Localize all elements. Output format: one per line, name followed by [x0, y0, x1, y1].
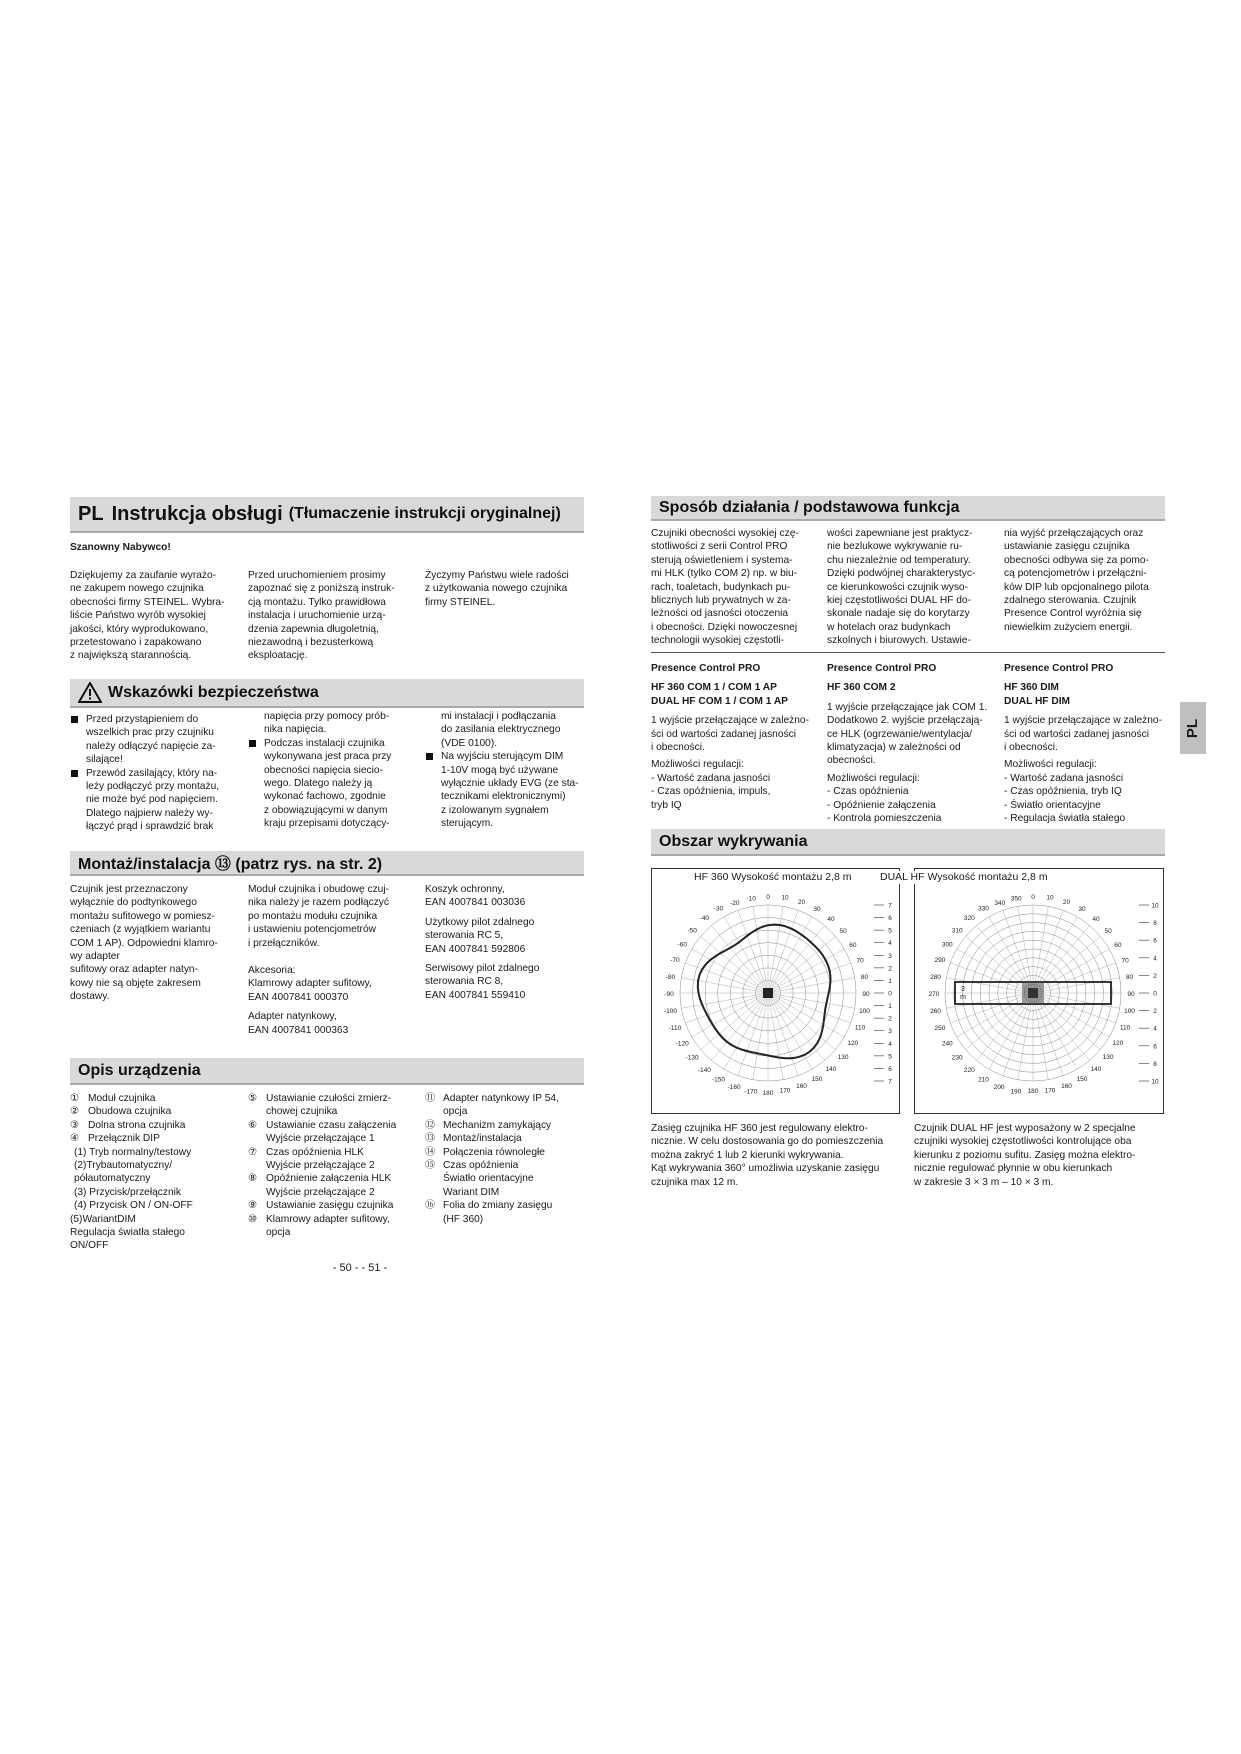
scale-label: 7	[888, 902, 892, 910]
mounting-header	[70, 851, 584, 876]
angle-label: -70	[670, 957, 680, 965]
scale-label: 6	[888, 1065, 892, 1073]
dip-switch-options: (1) Tryb normalny/testowy (2)Trybautomatyczny/ półautomatyczny (3) Przycisk/przełącznik (4) Przycisk ON / ON-OFF	[74, 1146, 193, 1212]
sensor-zone	[1022, 982, 1044, 1004]
list-item: ⑨ Ustawianie zasięgu czujnika	[248, 1200, 394, 1212]
list-item: ⑫ Mechanizm zamykający	[425, 1119, 552, 1131]
safety-bullet: Podczas instalacji czujnika wykonywana jest praca przy obecności napięcia siecio- wego. Dlatego należy ją wykonać fachowo, zgodnie z obowiązującymi w danym kraju przepisami dotyczący-	[248, 737, 418, 831]
product-head: Presence Control PRO	[1004, 663, 1114, 674]
scale-label: 10	[1151, 902, 1159, 910]
scale-label: 7	[888, 1078, 892, 1086]
angle-label: 340	[994, 899, 1006, 907]
angle-label: 110	[1119, 1024, 1131, 1032]
angle-label: 220	[963, 1066, 975, 1074]
scale-label: 5	[888, 1053, 892, 1061]
greeting: Szanowny Nabywco!	[70, 542, 171, 553]
safety-text: napięcia przy pomocy prób- nika napięcia.	[264, 711, 390, 736]
angle-label: -60	[677, 941, 687, 949]
scale-label: 4	[1153, 955, 1157, 963]
angle-label: 200	[993, 1084, 1005, 1092]
list-item: ⑩ Klamrowy adapter sufitowy, opcja	[248, 1213, 390, 1239]
angle-label: 290	[934, 957, 946, 965]
language-tab-label: PL	[1184, 718, 1202, 738]
accessory-adapter: Adapter natynkowy, EAN 4007841 000363	[248, 1011, 349, 1036]
angle-label: 70	[1121, 957, 1129, 965]
description-title: Opis urządzenia	[78, 1061, 201, 1079]
intro-col-3: Życzymy Państwu wiele radości z użytkowania nowego czujnika firmy STEINEL.	[425, 570, 569, 608]
angle-label: 180	[762, 1090, 774, 1097]
scale-label: 2	[1153, 1008, 1157, 1016]
angle-label: -30	[713, 905, 724, 913]
angle-label: -130	[685, 1054, 699, 1062]
angle-label: -20	[730, 899, 740, 907]
angle-label: 30	[813, 906, 821, 914]
scale-label: 1	[888, 1003, 892, 1011]
angle-label: 140	[1090, 1066, 1102, 1074]
angle-label: 50	[1104, 928, 1112, 936]
angle-label: 240	[941, 1040, 953, 1048]
dim-variant: (5)WariantDIM Regulacja światła stałego ON/OFF	[70, 1213, 185, 1252]
sensor-mark	[763, 988, 773, 998]
angle-label: -170	[744, 1088, 758, 1096]
range-title: Obszar wykrywania	[659, 832, 808, 850]
scale-label: 10	[1151, 1078, 1159, 1086]
angle-label: 0	[1031, 894, 1035, 901]
angle-label: 40	[1092, 915, 1100, 923]
list-item: ③ Dolna strona czujnika	[70, 1119, 186, 1131]
scale-label: 2	[888, 1015, 892, 1023]
list-item: ④ Przełącznik DIP	[70, 1133, 160, 1145]
angle-label: 320	[963, 915, 975, 923]
main-title-bar	[70, 497, 584, 533]
angle-label: -10	[746, 895, 756, 903]
product-model: HF 360 COM 1 / COM 1 AP DUAL HF COM 1 / COM 1 AP	[651, 682, 788, 707]
angle-label: 250	[934, 1024, 946, 1032]
page-subtitle: (Tłumaczenie instrukcji oryginalnej)	[288, 505, 561, 522]
angle-label: 180	[1027, 1088, 1039, 1095]
angle-label: 270	[928, 991, 940, 998]
angle-label: 230	[951, 1054, 963, 1062]
angle-label: 190	[1010, 1088, 1022, 1096]
angle-label: 60	[1114, 942, 1122, 949]
function-title: Sposób działania / podstawowa funkcja	[659, 498, 960, 516]
scale-label: 6	[1153, 937, 1157, 945]
angle-label: 80	[1125, 973, 1134, 981]
dualhf-polar-diagram	[915, 869, 1163, 1113]
angle-label: 80	[860, 973, 869, 981]
scale-label: 0	[1153, 990, 1157, 998]
scale-label: 6	[1153, 1043, 1157, 1051]
angle-label: 310	[951, 927, 963, 935]
angle-label: -100	[663, 1008, 678, 1016]
language-code: PL	[78, 502, 104, 525]
angle-label: 280	[930, 973, 941, 981]
description-list-3	[425, 1092, 600, 1226]
function-header	[651, 496, 1165, 521]
list-item: ⑬ Montaż/instalacja	[425, 1133, 522, 1145]
accessory-rc8: Serwisowy pilot zdalnego sterowania RC 8, EAN 4007841 559410	[425, 963, 540, 1001]
accessory-basket: Koszyk ochronny, EAN 4007841 003036	[425, 884, 526, 909]
accessory-rc5: Użytkowy pilot zdalnego sterowania RC 5, EAN 4007841 592806	[425, 916, 535, 955]
scale-label: 4	[888, 1040, 892, 1048]
angle-label: 160	[1061, 1083, 1072, 1091]
angle-label: 350	[1010, 895, 1022, 903]
range-header	[651, 829, 1165, 856]
scale-label: 8	[1153, 1060, 1157, 1068]
list-item: ⑯ Folia do zmiany zasięgu (HF 360)	[425, 1200, 553, 1225]
divider	[651, 652, 1165, 653]
angle-label: 0	[766, 894, 770, 901]
warning-icon	[78, 682, 102, 703]
angle-label: 90	[1127, 991, 1135, 998]
intro-col-1: Dziękujemy za zaufanie wyrażo- ne zakupem nowego czujnika obecności firmy STEINEL. Wybra- liście Państwo wyrób wysokiej jakości, który wyprodukowano, przetestowano i zapakowano z największą starannością.	[70, 570, 225, 662]
angle-label: 50	[839, 928, 847, 936]
list-item: ① Moduł czujnika	[70, 1093, 156, 1104]
list-item: ⑦ Czas opóźnienia HLK Wyjście przełączające 2	[248, 1146, 375, 1172]
safety-text: mi instalacji i podłączania do zasilania elektrycznego (VDE 0100).	[441, 711, 561, 749]
safety-bullet: Przed przystąpieniem do wszelkich prac przy czujniku należy odłączyć napięcie za- silające!	[70, 713, 240, 767]
mounting-col-1: Czujnik jest przeznaczony wyłącznie do podtynkowego montażu sufitowego w pomiesz- czeniach (z wyjątkiem wariantu COM 1 AP). Odpowiedni klamro- wy adapter sufitowy oraz adapter natyn- kowy nie są objęte zakresem dostawy.	[70, 884, 218, 1003]
safety-bullet: Przewód zasilający, który na- leży podłączyć przy montażu, nie może być pod napięciem. Dlatego najpierw należy wy- łączyć prąd i sprawdzić brak	[70, 767, 240, 834]
angle-label: -90	[664, 991, 674, 998]
product-settings: Możliwości regulacji: - Wartość zadana jasności - Czas opóźnienia, tryb IQ - Światło orientacyjne - Regulacja światła stałego	[1004, 759, 1126, 825]
scale-label: 5	[888, 927, 892, 935]
scale-label: 2	[1153, 972, 1157, 980]
accessories: Akcesoria: Klamrowy adapter sufitowy, EAN 4007841 000370	[248, 965, 372, 1003]
hf360-caption: HF 360 Wysokość montażu 2,8 m	[694, 871, 852, 883]
angle-label: 20	[797, 898, 806, 906]
product-settings: Możliwości regulacji: - Wartość zadana jasności - Czas opóźnienia, impuls, tryb IQ	[651, 759, 771, 811]
dualhf-caption: DUAL HF Wysokość montażu 2,8 m	[880, 871, 1048, 883]
angle-label: 110	[854, 1024, 866, 1032]
function-col-2: wości zapewniane jest praktycz- nie bezlukowe wykrywanie ru- chu niezależnie od temperatury. Dzięki podwójnej charakterystyc- ce kierunkowości czujnik wyso- kiej częstotliwości DUAL HF do- skonale nadaje się do korytarzy w hotelach oraz budynkach szkolnych i biurowych. Ustawie-	[827, 528, 976, 647]
angle-label: -40	[699, 915, 710, 923]
angle-label: 160	[796, 1083, 807, 1091]
scale-label: 8	[1153, 920, 1157, 928]
angle-label: 100	[1124, 1008, 1135, 1016]
angle-label: 30	[1078, 906, 1086, 914]
scale-label: 4	[888, 940, 892, 948]
hf360-diagram-box	[651, 868, 900, 1114]
angle-label: -160	[727, 1084, 741, 1092]
scale-label: 2	[888, 965, 892, 973]
angle-label: 120	[1112, 1040, 1124, 1047]
description-header	[70, 1058, 584, 1085]
angle-label: 150	[811, 1075, 823, 1083]
angle-label: 100	[859, 1008, 870, 1016]
list-item: ⑪ Adapter natynkowy IP 54, opcja	[425, 1093, 559, 1118]
intro-col-2: Przed uruchomieniem prosimy zapoznać się z poniższą instruk- cją montażu. Tylko prawidłowa instalacja i uruchomienie urzą- dzenia zapewnia długoletnią, niezawodną i bezusterkową eksploatację.	[248, 570, 395, 662]
angle-label: -140	[697, 1066, 711, 1074]
mounting-col-2-text: Moduł czujnika i obudowę czuj- nika należy je razem podłączyć po montażu modułu czujnika i ustawieniu potencjometrów i przełączników.	[248, 884, 389, 949]
angle-label: -50	[687, 927, 697, 935]
corridor-label: m	[960, 994, 966, 1001]
safety-title: Wskazówki bezpieczeństwa	[108, 683, 319, 701]
product-settings: Możliwości regulacji: - Czas opóźnienia - Opóźnienie załączenia - Kontrola pomieszczenia	[827, 772, 942, 825]
product-text: 1 wyjście przełączające w zależno- ści od wartości zadanej jasności i obecności.	[651, 715, 809, 754]
angle-label: 300	[941, 941, 953, 949]
angle-label: -80	[665, 973, 676, 981]
angle-label: 20	[1062, 898, 1071, 906]
angle-label: 70	[856, 957, 864, 965]
angle-label: -120	[675, 1040, 689, 1048]
mounting-title: Montaż/instalacja ⑬ (patrz rys. na str. 2)	[78, 856, 383, 873]
description-list-1	[70, 1092, 245, 1253]
angle-label: 210	[978, 1076, 989, 1084]
angle-label: 130	[1102, 1053, 1114, 1061]
scale-label: 1	[888, 977, 892, 985]
language-tab	[1180, 702, 1206, 754]
product-text: 1 wyjście przełączające w zależno- ści od wartości zadanej jasności i obecności.	[1004, 715, 1162, 754]
angle-label: 140	[825, 1066, 837, 1074]
hf360-polar-diagram	[652, 869, 899, 1113]
angle-label: 260	[930, 1008, 941, 1016]
list-item: ⑭ Połączenia równoległe	[425, 1146, 545, 1158]
dualhf-diagram-box	[914, 868, 1164, 1114]
list-item: ⑧ Opóźnienie załączenia HLK Wyjście przełączające 2	[248, 1173, 392, 1198]
product-model: HF 360 DIM DUAL HF DIM	[1004, 682, 1071, 707]
function-col-3: nia wyjść przełączających oraz ustawianie zasięgu czujnika obecności odbywa się za pomo- cą potencjometrów i przełączni- ków DIP lub opcjonalnego pilota zdalnego sterowania. Czujnik Presence Control wyróżnia się niewielkim zużyciem energii.	[1004, 528, 1149, 633]
product-dim	[1004, 662, 1176, 825]
product-text: 1 wyjście przełączające jak COM 1. Dodatkowo 2. wyjście przełączają- ce HLK (ogrzewanie/wentylacja/ klimatyzacja) w zależności od obecności.	[827, 701, 988, 767]
product-com2	[827, 662, 999, 825]
list-item: ⑤ Ustawianie czułości zmierz- chowej czujnika	[248, 1093, 392, 1118]
scale-label: 6	[888, 915, 892, 923]
dualhf-description: Czujnik DUAL HF jest wyposażony w 2 specjalne czujniki wysokiej częstotliwości kontrolujące oba kierunku z poziomu sufitu. Zasięg można elektro- nicznie regulować płynnie w obu kierunkach w zakresie 3 × 3 m – 10 × 3 m.	[914, 1123, 1136, 1188]
scale-label: 3	[888, 952, 892, 960]
product-model: HF 360 COM 2	[827, 682, 896, 694]
angle-label: 10	[781, 894, 789, 902]
function-col-1: Czujniki obecności wysokiej czę- stotliwości z serii Control PRO sterują oświetleniem i systema- mi HLK (tylko COM 2) np. w biu- rach, toaletach, budynkach pu- blicznych lub prywatnych w za- leżności od jasności otoczenia i obecności. Dzięki nowoczesnej technologii wysokiej częstotli-	[651, 528, 799, 647]
list-item: ⑥ Ustawianie czasu załączenia Wyjście przełączające 1	[248, 1119, 397, 1145]
safety-bullet: Na wyjściu sterującym DIM 1-10V mogą być używane wyłącznie układy EVG (ze sta- tecznikami elektronicznymi) z izolowanym sygnałem sterującym.	[425, 750, 600, 830]
page-title: Instrukcja obsługi	[111, 502, 283, 525]
angle-label: 120	[847, 1040, 859, 1047]
product-com1	[651, 662, 823, 812]
angle-label: 90	[862, 991, 870, 998]
angle-label: -150	[711, 1076, 726, 1084]
list-item: ② Obudowa czujnika	[70, 1106, 172, 1118]
angle-label: 10	[1046, 894, 1054, 902]
angle-label: 150	[1076, 1075, 1088, 1083]
angle-label: 40	[827, 915, 835, 923]
description-list-2	[248, 1092, 423, 1239]
safety-header	[70, 679, 584, 708]
angle-label: 170	[1044, 1087, 1056, 1095]
scale-label: 4	[1153, 1025, 1157, 1033]
angle-label: 60	[849, 942, 857, 949]
product-head: Presence Control PRO	[651, 663, 761, 674]
angle-label: 170	[779, 1087, 791, 1095]
scale-label: 0	[888, 990, 892, 998]
list-item: ⑮ Czas opóźnienia Światło orientacyjne Wariant DIM	[425, 1160, 534, 1198]
angle-label: 330	[978, 905, 989, 913]
page-numbers: - 50 - - 51 -	[332, 1262, 388, 1274]
corridor-label: 3	[961, 986, 965, 993]
scale-label: 3	[888, 1028, 892, 1036]
angle-label: 130	[837, 1053, 849, 1061]
product-head: Presence Control PRO	[827, 663, 937, 674]
angle-label: -110	[668, 1024, 682, 1032]
hf360-description: Zasięg czujnika HF 360 jest regulowany elektro- nicznie. W celu dostosowania go do pomieszczenia można zakryć 1 lub 2 kierunki wykrywania. Kąt wykrywania 360° umożliwia uzyskanie zasięgu czujnika max 12 m.	[651, 1123, 884, 1188]
